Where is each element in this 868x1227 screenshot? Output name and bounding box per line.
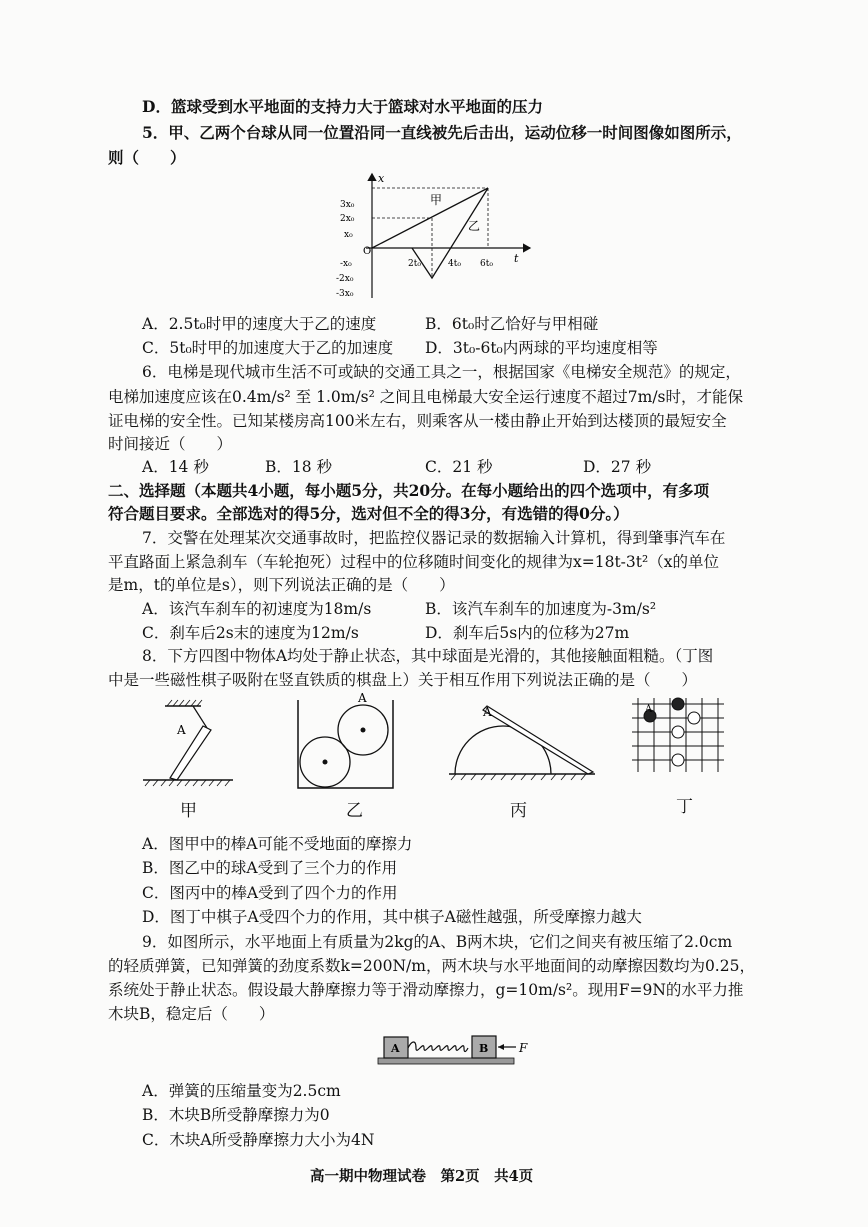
q8-option-b: B．图乙中的球A受到了三个力的作用	[142, 859, 398, 877]
y-tick: -x₀	[340, 259, 352, 269]
q7-line3: 是m，t的单位是s），则下列说法正确的是（ ）	[108, 576, 455, 594]
rod-a	[483, 706, 593, 774]
container	[298, 700, 393, 788]
q9-line4: 木块B，稳定后（ ）	[108, 1005, 275, 1023]
series-yi-label: 乙	[468, 219, 481, 233]
q7-line1: 7．交警在处理某次交通事故时，把监控仪器记录的数据输入计算机，得到肇事汽车在	[142, 529, 726, 547]
q5-stem-line1: 5．甲、乙两个台球从同一位置沿同一直线被先后击出，运动位移一时间图像如图所示，	[142, 123, 742, 142]
x-tick: 2t₀	[408, 259, 421, 269]
piece-white	[672, 726, 684, 738]
q8-option-c: C．图丙中的棒A受到了四个力的作用	[142, 884, 398, 902]
piece-white	[672, 754, 684, 766]
q8-figure-ding	[628, 688, 728, 778]
y-tick: -3x₀	[336, 289, 354, 299]
q6-line4: 时间接近（ ）	[108, 435, 233, 453]
q5-xt-graph	[330, 168, 540, 308]
q7-option-c: C．刹车后2s末的速度为12m/s	[142, 624, 359, 642]
q9-option-b: B．木块B所受静摩擦力为0	[142, 1106, 330, 1124]
q8-figure-yi	[288, 690, 403, 795]
x-tick: 6t₀	[480, 259, 493, 269]
label-a: A	[177, 723, 186, 737]
spring	[408, 1042, 468, 1052]
x-tick: 4t₀	[448, 259, 461, 269]
q8-figure-jia	[135, 698, 245, 798]
q5-stem-line2: 则（ ）	[108, 148, 186, 167]
q7-option-a: A．该汽车刹车的初速度为18m/s	[142, 600, 372, 618]
series-jia-label: 甲	[430, 193, 443, 207]
q4-option-d: D．篮球受到水平地面的支持力大于篮球对水平地面的压力	[142, 97, 543, 116]
label-a: A	[358, 691, 367, 705]
q6-line1: 6．电梯是现代城市生活不可或缺的交通工具之一，根据国家《电梯安全规范》的规定，	[142, 363, 741, 381]
q5-option-c: C．5t₀时甲的加速度大于乙的加速度	[142, 339, 394, 357]
q8-option-d: D．图丁中棋子A受四个力的作用，其中棋子A磁性越强，所受摩擦力越大	[142, 908, 642, 926]
figure-label-bing: 丙	[510, 801, 527, 821]
label-a: A	[645, 704, 653, 715]
x-axis-label: t	[514, 252, 519, 265]
q9-spring-figure	[376, 1032, 546, 1068]
origin-label: O	[363, 246, 372, 257]
q5-option-d: D．3t₀-6t₀内两球的平均速度相等	[425, 339, 658, 357]
ground	[378, 1058, 514, 1064]
block-b-label: B	[479, 1042, 489, 1055]
q6-option-a: A．14 秒	[142, 458, 209, 476]
q8-option-a: A．图甲中的棒A可能不受地面的摩擦力	[142, 835, 413, 853]
hemisphere	[455, 726, 551, 774]
q9-option-c: C．木块A所受静摩擦力大小为4N	[142, 1131, 375, 1149]
section-2-heading-line2: 符合题目要求。全部选对的得5分，选对但不全的得3分，有选错的得0分。）	[108, 504, 629, 523]
q7-line2: 平直路面上紧急刹车（车轮抱死）过程中的位移随时间变化的规律为x=18t-3t²（x的单位	[108, 553, 719, 571]
piece-black	[672, 698, 684, 710]
q5-option-b: B．6t₀时乙恰好与甲相碰	[425, 315, 599, 333]
q9-option-a: A．弹簧的压缩量变为2.5cm	[142, 1082, 341, 1100]
q6-option-d: D．27 秒	[583, 458, 652, 476]
y-tick: 3x₀	[340, 200, 355, 210]
q6-line2: 电梯加速度应该在0.4m/s² 至 1.0m/s² 之间且电梯最大安全运行速度不超过7m/s时，才能保	[108, 388, 743, 406]
y-tick: 2x₀	[340, 214, 355, 224]
q5-option-a: A．2.5t₀时甲的速度大于乙的速度	[142, 315, 377, 333]
q6-option-c: C．21 秒	[425, 458, 493, 476]
q9-line3: 系统处于静止状态。假设最大静摩擦力等于滑动摩擦力，g=10m/s²。现用F=9N的水平力推	[108, 981, 744, 999]
q7-option-b: B．该汽车刹车的加速度为-3m/s²	[425, 600, 657, 618]
block-a-label: A	[391, 1042, 400, 1055]
figure-label-ding: 丁	[676, 797, 693, 817]
y-tick: -2x₀	[336, 274, 354, 284]
y-axis-label: x	[378, 172, 385, 185]
y-tick: x₀	[344, 230, 353, 240]
figure-label-jia: 甲	[180, 801, 197, 821]
q9-line1: 9．如图所示，水平地面上有质量为2kg的A、B两木块，它们之间夹有被压缩了2.0cm	[142, 933, 733, 951]
piece-white	[688, 712, 700, 724]
figure-label-yi: 乙	[346, 801, 363, 821]
q9-line2: 的轻质弹簧，已知弹簧的劲度系数k=200N/m，两木块与水平地面间的动摩擦因数均为0.25，	[108, 957, 755, 975]
q6-option-b: B．18 秒	[265, 458, 333, 476]
q6-line3: 证电梯的安全性。已知某楼房高100米左右，则乘客从一楼由静止开始到达楼顶的最短安全	[108, 412, 727, 430]
q7-option-d: D．刹车后5s内的位移为27m	[425, 624, 630, 642]
q8-figure-bing	[445, 698, 600, 793]
section-2-heading-line1: 二、选择题（本题共4小题，每小题5分，共20分。在每小题给出的四个选项中，有多项	[108, 481, 710, 500]
label-a: A	[483, 705, 492, 719]
q8-line1: 8．下方四图中物体A均处于静止状态，其中球面是光滑的，其他接触面粗糙。（丁图	[142, 647, 714, 665]
force-label: F	[519, 1041, 528, 1055]
page-footer: 高一期中物理试卷 第2页 共4页	[310, 1168, 534, 1185]
q8-line2: 中是一些磁性棋子吸附在竖直铁质的棋盘上）关于相互作用下列说法正确的是（ ）	[108, 671, 698, 689]
